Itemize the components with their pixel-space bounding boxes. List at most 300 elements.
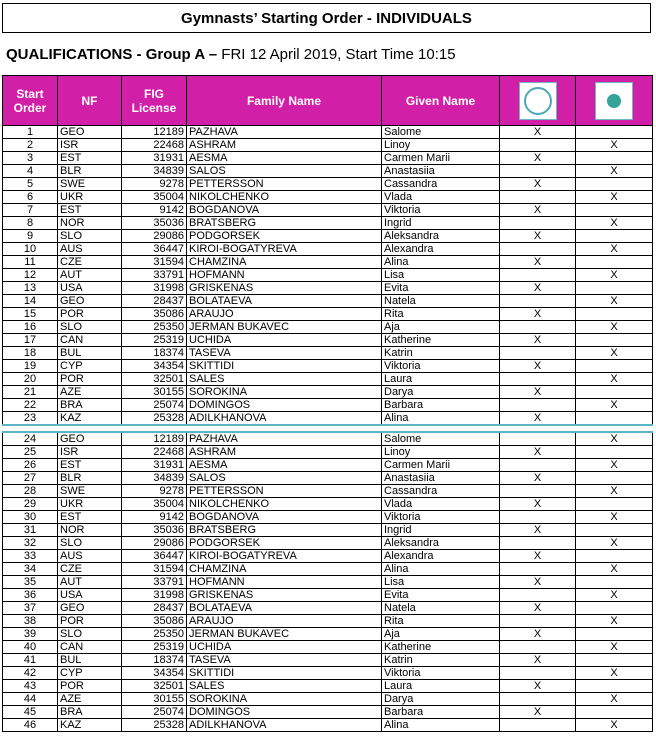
cell-start-order: 5 <box>3 178 58 191</box>
cell-start-order: 40 <box>3 641 58 654</box>
cell-given-name: Aleksandra <box>382 230 500 243</box>
cell-apparatus-a-mark: X <box>500 680 576 693</box>
cell-nf: GEO <box>58 295 122 308</box>
cell-family-name: BOGDANOVA <box>187 511 382 524</box>
cell-family-name: JERMAN BUKAVEC <box>187 628 382 641</box>
table-row <box>3 693 653 706</box>
table-row <box>3 459 653 472</box>
cell-start-order: 20 <box>3 373 58 386</box>
cell-start-order: 23 <box>3 412 58 426</box>
cell-nf: UKR <box>58 191 122 204</box>
cell-start-order: 4 <box>3 165 58 178</box>
cell-nf: CYP <box>58 360 122 373</box>
cell-start-order: 22 <box>3 399 58 412</box>
cell-start-order: 15 <box>3 308 58 321</box>
table-row <box>3 217 653 230</box>
cell-family-name: SALES <box>187 373 382 386</box>
cell-fig-license: 35036 <box>122 524 187 537</box>
cell-apparatus-a-mark <box>500 191 576 204</box>
cell-apparatus-a-mark: X <box>500 576 576 589</box>
cell-given-name: Alina <box>382 719 500 732</box>
cell-nf: AUS <box>58 550 122 563</box>
table-row <box>3 256 653 269</box>
cell-apparatus-b-mark: X <box>576 693 653 706</box>
cell-apparatus-a-mark: X <box>500 498 576 511</box>
table-row <box>3 602 653 615</box>
cell-given-name: Natela <box>382 295 500 308</box>
cell-given-name: Laura <box>382 373 500 386</box>
cell-apparatus-a-mark <box>500 485 576 498</box>
cell-start-order: 11 <box>3 256 58 269</box>
cell-given-name: Salome <box>382 126 500 139</box>
cell-fig-license: 33791 <box>122 269 187 282</box>
cell-family-name: BOLATAEVA <box>187 295 382 308</box>
cell-apparatus-b-mark: X <box>576 191 653 204</box>
cell-start-order: 37 <box>3 602 58 615</box>
cell-family-name: ARAUJO <box>187 308 382 321</box>
cell-nf: NOR <box>58 217 122 230</box>
cell-apparatus-b-mark: X <box>576 321 653 334</box>
cell-apparatus-b-mark: X <box>576 269 653 282</box>
cell-apparatus-a-mark: X <box>500 446 576 459</box>
cell-fig-license: 29086 <box>122 537 187 550</box>
cell-family-name: TASEVA <box>187 654 382 667</box>
cell-apparatus-b-mark <box>576 576 653 589</box>
cell-given-name: Katrin <box>382 654 500 667</box>
cell-given-name: Vlada <box>382 498 500 511</box>
cell-given-name: Carmen Marii <box>382 152 500 165</box>
cell-family-name: BRATSBERG <box>187 524 382 537</box>
cell-start-order: 13 <box>3 282 58 295</box>
cell-family-name: TASEVA <box>187 347 382 360</box>
cell-given-name: Darya <box>382 386 500 399</box>
cell-family-name: UCHIDA <box>187 641 382 654</box>
cell-fig-license: 35036 <box>122 217 187 230</box>
cell-start-order: 19 <box>3 360 58 373</box>
cell-apparatus-b-mark: X <box>576 243 653 256</box>
cell-start-order: 3 <box>3 152 58 165</box>
cell-start-order: 14 <box>3 295 58 308</box>
cell-apparatus-a-mark: X <box>500 230 576 243</box>
cell-family-name: ADILKHANOVA <box>187 719 382 732</box>
cell-family-name: PODGORSEK <box>187 230 382 243</box>
table-row <box>3 191 653 204</box>
cell-nf: EST <box>58 459 122 472</box>
separator-cell <box>3 425 653 432</box>
table-row <box>3 269 653 282</box>
cell-apparatus-a-mark <box>500 399 576 412</box>
cell-nf: USA <box>58 589 122 602</box>
cell-fig-license: 35086 <box>122 615 187 628</box>
table-row <box>3 295 653 308</box>
table-row <box>3 399 653 412</box>
cell-nf: KAZ <box>58 412 122 426</box>
cell-start-order: 1 <box>3 126 58 139</box>
cell-apparatus-b-mark: X <box>576 511 653 524</box>
cell-apparatus-b-mark <box>576 628 653 641</box>
header-start-order: Start Order <box>3 76 58 126</box>
cell-nf: BLR <box>58 472 122 485</box>
cell-fig-license: 9142 <box>122 204 187 217</box>
cell-apparatus-a-mark: X <box>500 152 576 165</box>
cell-given-name: Vlada <box>382 191 500 204</box>
cell-family-name: CHAMZINA <box>187 256 382 269</box>
header-apparatus-b <box>576 76 653 126</box>
header-given-name: Given Name <box>382 76 500 126</box>
cell-nf: SWE <box>58 485 122 498</box>
cell-given-name: Barbara <box>382 399 500 412</box>
cell-given-name: Anastasiia <box>382 472 500 485</box>
cell-apparatus-b-mark: X <box>576 373 653 386</box>
cell-nf: AZE <box>58 386 122 399</box>
cell-fig-license: 9278 <box>122 485 187 498</box>
cell-apparatus-b-mark <box>576 204 653 217</box>
cell-nf: AZE <box>58 693 122 706</box>
cell-given-name: Viktoria <box>382 511 500 524</box>
cell-apparatus-a-mark: X <box>500 602 576 615</box>
cell-given-name: Lisa <box>382 576 500 589</box>
cell-family-name: DOMINGOS <box>187 706 382 719</box>
cell-family-name: UCHIDA <box>187 334 382 347</box>
cell-family-name: NIKOLCHENKO <box>187 498 382 511</box>
cell-start-order: 43 <box>3 680 58 693</box>
cell-apparatus-b-mark <box>576 308 653 321</box>
cell-nf: NOR <box>58 524 122 537</box>
cell-fig-license: 12189 <box>122 432 187 446</box>
cell-apparatus-b-mark <box>576 550 653 563</box>
cell-start-order: 17 <box>3 334 58 347</box>
cell-fig-license: 34839 <box>122 165 187 178</box>
cell-fig-license: 31998 <box>122 589 187 602</box>
cell-family-name: HOFMANN <box>187 576 382 589</box>
cell-apparatus-a-mark <box>500 511 576 524</box>
cell-start-order: 8 <box>3 217 58 230</box>
cell-start-order: 32 <box>3 537 58 550</box>
cell-start-order: 16 <box>3 321 58 334</box>
cell-apparatus-a-mark: X <box>500 412 576 426</box>
table-row <box>3 152 653 165</box>
cell-nf: GEO <box>58 432 122 446</box>
cell-fig-license: 34354 <box>122 667 187 680</box>
cell-nf: SWE <box>58 178 122 191</box>
cell-nf: BUL <box>58 347 122 360</box>
session-label: QUALIFICATIONS - Group A – <box>6 46 218 63</box>
cell-nf: BUL <box>58 654 122 667</box>
table-row <box>3 472 653 485</box>
cell-start-order: 25 <box>3 446 58 459</box>
cell-apparatus-b-mark: X <box>576 399 653 412</box>
cell-given-name: Linoy <box>382 139 500 152</box>
cell-apparatus-a-mark: X <box>500 654 576 667</box>
cell-nf: USA <box>58 282 122 295</box>
cell-nf: SLO <box>58 321 122 334</box>
cell-apparatus-a-mark <box>500 295 576 308</box>
table-row <box>3 230 653 243</box>
cell-apparatus-b-mark <box>576 256 653 269</box>
table-row <box>3 615 653 628</box>
cell-family-name: PODGORSEK <box>187 537 382 550</box>
cell-start-order: 34 <box>3 563 58 576</box>
cell-apparatus-a-mark <box>500 589 576 602</box>
cell-nf: BRA <box>58 399 122 412</box>
cell-start-order: 30 <box>3 511 58 524</box>
cell-apparatus-a-mark: X <box>500 472 576 485</box>
cell-given-name: Darya <box>382 693 500 706</box>
table-row <box>3 139 653 152</box>
cell-fig-license: 25319 <box>122 334 187 347</box>
cell-fig-license: 18374 <box>122 347 187 360</box>
cell-apparatus-a-mark <box>500 459 576 472</box>
cell-fig-license: 31931 <box>122 152 187 165</box>
cell-family-name: SALOS <box>187 165 382 178</box>
cell-given-name: Alina <box>382 256 500 269</box>
cell-nf: SLO <box>58 537 122 550</box>
cell-family-name: SKITTIDI <box>187 360 382 373</box>
session-subtitle <box>6 46 456 63</box>
table-row <box>3 641 653 654</box>
cell-given-name: Alexandra <box>382 550 500 563</box>
cell-fig-license: 32501 <box>122 373 187 386</box>
cell-apparatus-b-mark: X <box>576 295 653 308</box>
cell-apparatus-b-mark: X <box>576 719 653 732</box>
cell-fig-license: 34839 <box>122 472 187 485</box>
cell-fig-license: 36447 <box>122 243 187 256</box>
cell-family-name: AESMA <box>187 459 382 472</box>
cell-fig-license: 31594 <box>122 563 187 576</box>
table-row <box>3 537 653 550</box>
cell-nf: POR <box>58 680 122 693</box>
cell-start-order: 42 <box>3 667 58 680</box>
header-family-name: Family Name <box>187 76 382 126</box>
table-row <box>3 321 653 334</box>
cell-family-name: AESMA <box>187 152 382 165</box>
table-row <box>3 204 653 217</box>
cell-apparatus-b-mark <box>576 178 653 191</box>
table-row <box>3 282 653 295</box>
cell-family-name: GRISKENAS <box>187 282 382 295</box>
cell-nf: BRA <box>58 706 122 719</box>
cell-start-order: 10 <box>3 243 58 256</box>
header-fig-license: FIG License <box>122 76 187 126</box>
cell-apparatus-a-mark: X <box>500 386 576 399</box>
table-row <box>3 308 653 321</box>
cell-fig-license: 25319 <box>122 641 187 654</box>
cell-family-name: SOROKINA <box>187 693 382 706</box>
cell-apparatus-a-mark <box>500 537 576 550</box>
table-row <box>3 360 653 373</box>
cell-fig-license: 25350 <box>122 321 187 334</box>
cell-apparatus-a-mark <box>500 321 576 334</box>
cell-family-name: ASHRAM <box>187 139 382 152</box>
table-row <box>3 706 653 719</box>
page-title <box>2 3 651 33</box>
cell-given-name: Evita <box>382 282 500 295</box>
header-nf: NF <box>58 76 122 126</box>
cell-given-name: Katrin <box>382 347 500 360</box>
cell-start-order: 6 <box>3 191 58 204</box>
cell-start-order: 44 <box>3 693 58 706</box>
cell-fig-license: 31931 <box>122 459 187 472</box>
cell-apparatus-a-mark <box>500 373 576 386</box>
cell-apparatus-a-mark <box>500 347 576 360</box>
cell-apparatus-a-mark <box>500 667 576 680</box>
cell-apparatus-b-mark: X <box>576 563 653 576</box>
table-row <box>3 485 653 498</box>
cell-fig-license: 12189 <box>122 126 187 139</box>
cell-fig-license: 36447 <box>122 550 187 563</box>
cell-start-order: 35 <box>3 576 58 589</box>
cell-nf: AUT <box>58 576 122 589</box>
cell-given-name: Laura <box>382 680 500 693</box>
cell-family-name: DOMINGOS <box>187 399 382 412</box>
cell-nf: CZE <box>58 563 122 576</box>
cell-family-name: SKITTIDI <box>187 667 382 680</box>
cell-given-name: Evita <box>382 589 500 602</box>
cell-given-name: Alina <box>382 412 500 426</box>
cell-family-name: GRISKENAS <box>187 589 382 602</box>
cell-apparatus-b-mark <box>576 680 653 693</box>
cell-apparatus-b-mark <box>576 334 653 347</box>
cell-apparatus-a-mark: X <box>500 334 576 347</box>
cell-fig-license: 35004 <box>122 191 187 204</box>
cell-start-order: 7 <box>3 204 58 217</box>
cell-given-name: Alexandra <box>382 243 500 256</box>
table-row <box>3 550 653 563</box>
table-row <box>3 386 653 399</box>
table-row <box>3 165 653 178</box>
cell-apparatus-a-mark <box>500 719 576 732</box>
cell-given-name: Ingrid <box>382 217 500 230</box>
cell-fig-license: 31594 <box>122 256 187 269</box>
table-header-row <box>3 76 653 126</box>
table-row <box>3 667 653 680</box>
cell-start-order: 41 <box>3 654 58 667</box>
cell-start-order: 45 <box>3 706 58 719</box>
cell-nf: SLO <box>58 628 122 641</box>
table-body <box>3 126 653 732</box>
cell-nf: EST <box>58 204 122 217</box>
cell-apparatus-b-mark: X <box>576 589 653 602</box>
cell-start-order: 39 <box>3 628 58 641</box>
cell-family-name: ARAUJO <box>187 615 382 628</box>
cell-apparatus-b-mark <box>576 498 653 511</box>
cell-family-name: SOROKINA <box>187 386 382 399</box>
cell-given-name: Rita <box>382 308 500 321</box>
cell-fig-license: 33791 <box>122 576 187 589</box>
cell-apparatus-a-mark <box>500 563 576 576</box>
cell-family-name: PAZHAVA <box>187 126 382 139</box>
cell-given-name: Barbara <box>382 706 500 719</box>
cell-nf: SLO <box>58 230 122 243</box>
cell-family-name: PETTERSSON <box>187 485 382 498</box>
cell-fig-license: 22468 <box>122 446 187 459</box>
cell-family-name: PAZHAVA <box>187 432 382 446</box>
table-row <box>3 680 653 693</box>
cell-family-name: ADILKHANOVA <box>187 412 382 426</box>
cell-family-name: KIROI-BOGATYREVA <box>187 550 382 563</box>
table-row <box>3 498 653 511</box>
cell-fig-license: 34354 <box>122 360 187 373</box>
filled-circle-icon <box>595 82 633 120</box>
cell-nf: POR <box>58 373 122 386</box>
cell-apparatus-b-mark <box>576 446 653 459</box>
cell-apparatus-b-mark <box>576 654 653 667</box>
cell-apparatus-b-mark: X <box>576 139 653 152</box>
cell-given-name: Rita <box>382 615 500 628</box>
cell-apparatus-a-mark: X <box>500 706 576 719</box>
cell-nf: AUT <box>58 269 122 282</box>
table-row <box>3 126 653 139</box>
cell-fig-license: 25074 <box>122 706 187 719</box>
table-row <box>3 563 653 576</box>
cell-start-order: 28 <box>3 485 58 498</box>
cell-apparatus-b-mark: X <box>576 615 653 628</box>
cell-family-name: SALES <box>187 680 382 693</box>
cell-apparatus-a-mark <box>500 693 576 706</box>
cell-apparatus-b-mark <box>576 360 653 373</box>
cell-start-order: 33 <box>3 550 58 563</box>
table-row <box>3 243 653 256</box>
cell-apparatus-b-mark: X <box>576 485 653 498</box>
cell-apparatus-a-mark <box>500 269 576 282</box>
cell-apparatus-b-mark <box>576 524 653 537</box>
open-circle-icon <box>519 82 557 120</box>
cell-family-name: BOGDANOVA <box>187 204 382 217</box>
cell-given-name: Carmen Marii <box>382 459 500 472</box>
cell-given-name: Katherine <box>382 334 500 347</box>
cell-nf: CAN <box>58 334 122 347</box>
cell-nf: EST <box>58 152 122 165</box>
cell-nf: CYP <box>58 667 122 680</box>
cell-fig-license: 22468 <box>122 139 187 152</box>
cell-given-name: Linoy <box>382 446 500 459</box>
cell-start-order: 2 <box>3 139 58 152</box>
cell-fig-license: 30155 <box>122 386 187 399</box>
cell-apparatus-a-mark: X <box>500 628 576 641</box>
cell-nf: POR <box>58 615 122 628</box>
cell-family-name: HOFMANN <box>187 269 382 282</box>
cell-family-name: KIROI-BOGATYREVA <box>187 243 382 256</box>
cell-fig-license: 9142 <box>122 511 187 524</box>
cell-apparatus-a-mark <box>500 243 576 256</box>
cell-given-name: Cassandra <box>382 485 500 498</box>
cell-apparatus-a-mark: X <box>500 360 576 373</box>
cell-apparatus-a-mark: X <box>500 308 576 321</box>
cell-apparatus-b-mark: X <box>576 217 653 230</box>
cell-nf: BLR <box>58 165 122 178</box>
cell-given-name: Viktoria <box>382 360 500 373</box>
cell-family-name: JERMAN BUKAVEC <box>187 321 382 334</box>
cell-fig-license: 25074 <box>122 399 187 412</box>
cell-nf: CZE <box>58 256 122 269</box>
cell-start-order: 9 <box>3 230 58 243</box>
table-row <box>3 654 653 667</box>
cell-nf: KAZ <box>58 719 122 732</box>
cell-apparatus-a-mark: X <box>500 178 576 191</box>
cell-apparatus-a-mark: X <box>500 256 576 269</box>
cell-fig-license: 25350 <box>122 628 187 641</box>
cell-apparatus-b-mark: X <box>576 347 653 360</box>
cell-start-order: 31 <box>3 524 58 537</box>
cell-family-name: ASHRAM <box>187 446 382 459</box>
table-row <box>3 589 653 602</box>
cell-apparatus-b-mark <box>576 282 653 295</box>
cell-apparatus-b-mark <box>576 472 653 485</box>
cell-fig-license: 35086 <box>122 308 187 321</box>
cell-nf: GEO <box>58 602 122 615</box>
cell-apparatus-a-mark: X <box>500 524 576 537</box>
cell-fig-license: 9278 <box>122 178 187 191</box>
